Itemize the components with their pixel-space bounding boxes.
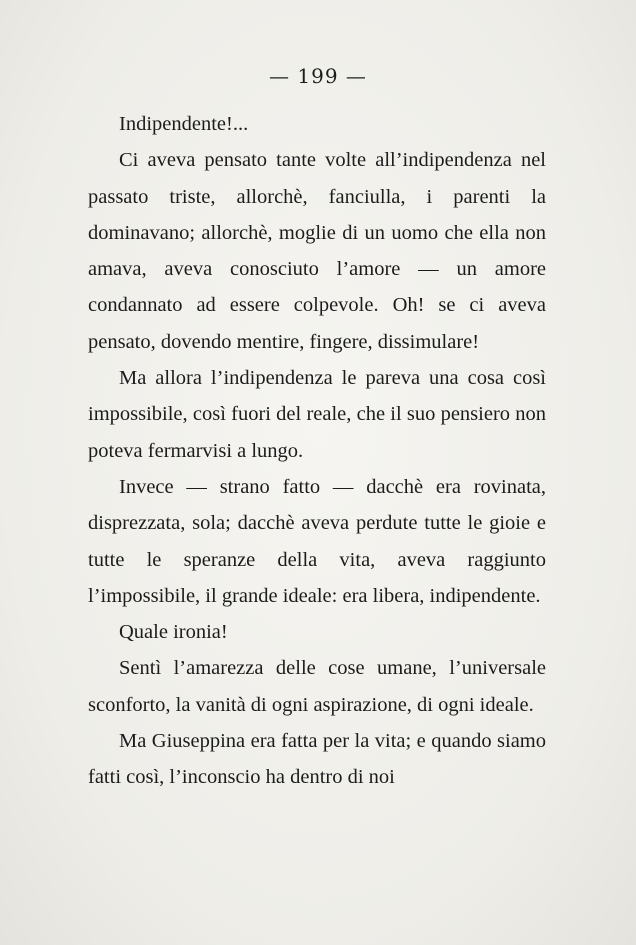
paragraph-6: Sentì l’amarezza delle cose umane, l’universale sconforto, la vanità di ogni aspirazione, di ogni ideale. [88, 657, 546, 716]
paragraph-2: Ci aveva pensato tante volte all’indipendenza nel passato triste, allorchè, fanciulla, i parenti la dominavano; allorchè, moglie di un uomo che ella non amava, aveva conosciuto l’amore — un amore condannato ad essere colpevole. Oh! se ci aveva pensato, dovendo mentire, fingere, dissimulare! [88, 149, 546, 353]
page-number: — 199 — [269, 64, 367, 88]
paragraph-3: Ma allora l’indipendenza le pareva una cosa così impossibile, così fuori del reale, che il suo pensiero non poteva fermarvisi a lungo. [88, 367, 546, 462]
paragraph-4: Invece — strano fatto — dacchè era rovinata, disprezzata, sola; dacchè aveva perdute tutte le gioie e tutte le speranze della vita, aveva raggiunto l’impossibile, il grande ideale: era libera, indipendente. [88, 475, 546, 607]
body-text [88, 106, 546, 796]
paragraph-1: Indipendente!... [119, 113, 249, 135]
paragraph-7: Ma Giuseppina era fatta per la vita; e quando siamo fatti così, l’inconscio ha dentro di noi [88, 730, 546, 789]
paragraph-5: Quale ironia! [119, 621, 228, 644]
